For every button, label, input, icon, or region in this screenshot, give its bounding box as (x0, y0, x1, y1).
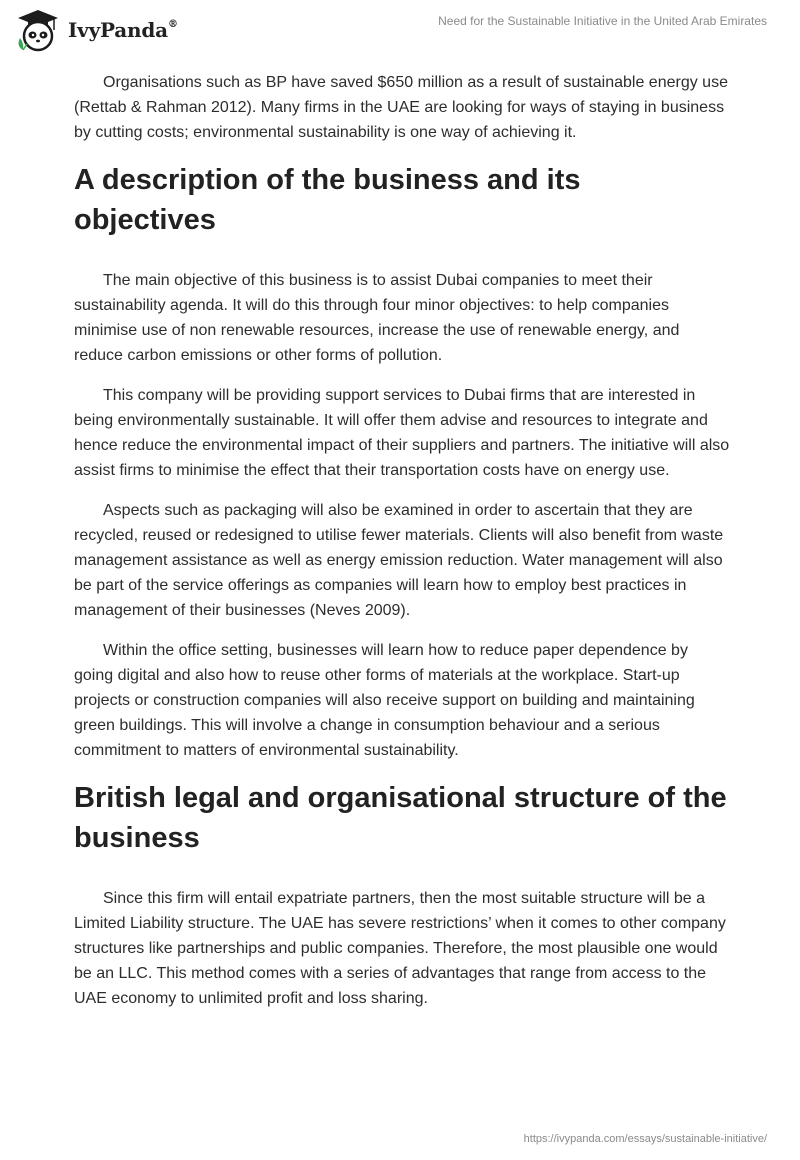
page-header (0, 0, 800, 60)
document-title: Need for the Sustainable Initiative in the United Arab Emirates (438, 14, 767, 28)
body-paragraph: Within the office setting, businesses will learn how to reduce paper dependence by going digital and also how to reuse other forms of materials at the workplace. Start-up projects or construction companies will also receive support on building and maintaining green buildings. This will involve a change in consumption behaviour and a serious commitment to matters of environmental sustainability. (74, 642, 695, 759)
registered-mark: ® (167, 19, 178, 31)
section-heading-legal-structure: British legal and organisational structure of the business (74, 782, 727, 854)
essay-content (74, 70, 730, 1026)
body-paragraph: Aspects such as packaging will also be examined in order to ascertain that they are recycled, reused or redesigned to utilise fewer materials. Clients will also benefit from waste management assistance as well as energy emission reduction. Water management will also be part of the service offerings as companies will learn how to employ best practices in management of their businesses (Neves 2009). (74, 502, 724, 619)
ivypanda-logo[interactable] (14, 8, 178, 52)
footer-source-url[interactable]: https://ivypanda.com/essays/sustainable-initiative/ (523, 1133, 767, 1145)
body-paragraph: This company will be providing support services to Dubai firms that are interested in being environmentally sustainable. It will offer them advise and resources to integrate and hence reduce the environmental impact of their suppliers and partners. The initiative will also assist firms to minimise the effect that their transportation costs have on energy use. (74, 387, 730, 479)
panda-graduate-logo-icon (14, 8, 62, 52)
brand-name: IvyPanda® (68, 18, 178, 42)
section-heading-business-objectives: A description of the business and its objectives (74, 164, 581, 236)
body-paragraph: Since this firm will entail expatriate partners, then the most suitable structure will be a Limited Liability structure. The UAE has severe restrictions’ when it comes to other company structures like partnerships and public companies. Therefore, the most plausible one would be an LLC. This method comes with a series of advantages that range from access to the UAE economy to unlimited profit and loss sharing. (74, 890, 726, 1007)
intro-paragraph: Organisations such as BP have saved $650 million as a result of sustainable energy use (Rettab & Rahman 2012). Many firms in the UAE are looking for ways of staying in business by cutting costs; environmental sustainability is one way of achieving it. (74, 74, 728, 141)
body-paragraph: The main objective of this business is to assist Dubai companies to meet their sustainability agenda. It will do this through four minor objectives: to help companies minimise use of non renewable resources, increase the use of renewable energy, and reduce carbon emissions or other forms of pollution. (74, 272, 680, 364)
